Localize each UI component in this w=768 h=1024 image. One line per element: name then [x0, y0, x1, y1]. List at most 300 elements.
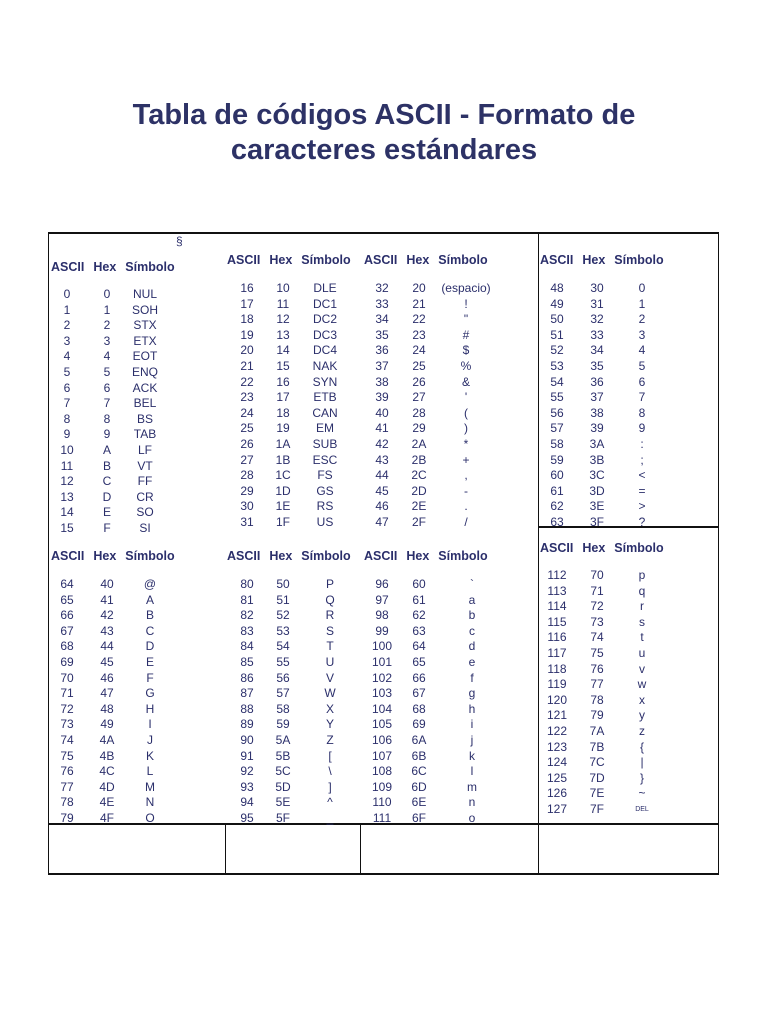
header-symbol: Símbolo: [438, 549, 488, 563]
cell-ascii: 90: [240, 732, 254, 747]
cell-symbol: L: [146, 764, 154, 779]
cell-hex: 5B: [275, 748, 291, 763]
cell-symbol: q: [638, 583, 646, 598]
block-3-symbol-column: [436, 281, 496, 531]
cell-symbol: DC1: [312, 296, 337, 311]
header-hex: Hex: [406, 253, 430, 267]
cell-hex: 33: [590, 327, 604, 342]
cell-symbol: LF: [137, 442, 152, 457]
cell-ascii: 34: [375, 312, 389, 327]
cell-symbol: 5: [638, 358, 646, 373]
cell-hex: 4D: [99, 779, 115, 794]
cell-ascii: 122: [546, 723, 568, 738]
cell-symbol: J: [147, 732, 153, 747]
cell-hex: B: [102, 458, 111, 473]
block-2-header: [227, 253, 351, 267]
cell-hex: 78: [590, 692, 604, 707]
cell-symbol: DC2: [312, 312, 337, 327]
cell-ascii: 61: [550, 483, 564, 498]
cell-hex: 57: [276, 686, 290, 701]
cell-symbol: !: [464, 296, 468, 311]
cell-hex: 47: [100, 686, 114, 701]
cell-symbol: l: [470, 764, 474, 779]
cell-symbol: -: [464, 483, 468, 498]
cell-ascii: 115: [547, 614, 567, 629]
block-2-ascii-column: [230, 281, 264, 531]
cell-hex: 3: [103, 333, 111, 348]
cell-symbol: B: [145, 608, 154, 623]
header-ascii: ASCII: [51, 549, 85, 563]
cell-hex: 2E: [411, 499, 427, 514]
cell-ascii: 106: [371, 732, 393, 747]
block-7-header: [364, 549, 488, 563]
table-divider-2: [360, 823, 361, 875]
header-symbol: Símbolo: [125, 260, 175, 274]
cell-hex: 4A: [99, 732, 115, 747]
cell-hex: 4E: [99, 795, 115, 810]
cell-hex: 6F: [411, 810, 426, 825]
cell-ascii: 83: [240, 623, 254, 638]
cell-ascii: 31: [240, 514, 254, 529]
cell-hex: 5C: [275, 764, 291, 779]
cell-hex: 1B: [275, 452, 291, 467]
cell-ascii: 36: [375, 343, 389, 358]
header-ascii: ASCII: [540, 541, 574, 555]
cell-ascii: 117: [547, 645, 567, 660]
cell-symbol: u: [638, 645, 646, 660]
cell-ascii: 2: [63, 318, 71, 333]
page-title: [0, 98, 768, 168]
cell-symbol: m: [467, 779, 477, 794]
cell-ascii: 127: [546, 801, 568, 816]
cell-hex: 1E: [275, 499, 291, 514]
cell-symbol: 9: [638, 421, 646, 436]
cell-hex: 39: [590, 421, 604, 436]
block-7-ascii-column: [365, 577, 399, 827]
cell-symbol: n: [468, 795, 476, 810]
cell-hex: 2: [103, 318, 111, 333]
cell-symbol: O: [145, 810, 155, 825]
cell-hex: 75: [590, 645, 604, 660]
cell-hex: 11: [276, 296, 290, 311]
header-hex: Hex: [93, 260, 117, 274]
cell-ascii: 6: [63, 380, 71, 395]
cell-symbol: A: [145, 592, 154, 607]
cell-hex: 1F: [275, 514, 290, 529]
cell-ascii: 89: [240, 717, 254, 732]
header-hex: Hex: [406, 549, 430, 563]
cell-symbol: VT: [137, 458, 153, 473]
cell-ascii: 78: [60, 795, 74, 810]
cell-ascii: 101: [371, 654, 393, 669]
cell-symbol: K: [145, 748, 154, 763]
cell-ascii: 49: [550, 296, 564, 311]
cell-hex: 26: [412, 374, 426, 389]
cell-hex: 19: [276, 421, 290, 436]
cell-hex: 6: [103, 380, 111, 395]
cell-hex: 52: [276, 608, 290, 623]
cell-hex: 3F: [589, 514, 604, 529]
cell-ascii: 100: [371, 639, 393, 654]
cell-ascii: 102: [371, 670, 393, 685]
cell-ascii: 82: [240, 608, 254, 623]
cell-hex: 44: [100, 639, 114, 654]
cell-hex: 38: [590, 405, 604, 420]
cell-symbol: M: [145, 779, 155, 794]
cell-hex: 35: [590, 358, 604, 373]
header-ascii: ASCII: [227, 253, 261, 267]
cell-symbol: CR: [136, 489, 154, 504]
cell-symbol: US: [316, 514, 334, 529]
cell-ascii: 114: [547, 599, 567, 614]
block-6-hex-column: [270, 577, 296, 827]
cell-ascii: 37: [375, 358, 389, 373]
cell-hex: 67: [412, 686, 426, 701]
cell-hex: 50: [276, 577, 290, 591]
cell-hex: 29: [412, 421, 426, 436]
cell-ascii: 91: [240, 748, 254, 763]
header-ascii: ASCII: [227, 549, 261, 563]
block-4-header: [540, 253, 664, 267]
cell-symbol: T: [326, 639, 334, 654]
cell-symbol: EM: [316, 421, 334, 436]
cell-hex: 5: [103, 364, 111, 379]
cell-hex: 49: [100, 717, 114, 732]
cell-ascii: 26: [240, 436, 254, 451]
cell-symbol: Q: [325, 592, 335, 607]
cell-symbol: NUL: [132, 287, 157, 301]
cell-ascii: 52: [550, 343, 564, 358]
cell-hex: 40: [100, 577, 114, 591]
cell-ascii: 87: [240, 686, 254, 701]
cell-symbol: DLE: [313, 281, 337, 295]
cell-symbol: @: [143, 577, 157, 591]
cell-ascii: 35: [375, 327, 389, 342]
cell-symbol: NAK: [312, 358, 338, 373]
cell-ascii: 70: [60, 670, 74, 685]
cell-symbol: j: [470, 732, 474, 747]
cell-ascii: 105: [371, 717, 393, 732]
cell-hex: 3D: [589, 483, 605, 498]
cell-ascii: 85: [240, 654, 254, 669]
cell-ascii: 84: [240, 639, 254, 654]
cell-ascii: 12: [60, 474, 74, 489]
cell-hex: 62: [412, 608, 426, 623]
cell-ascii: 99: [375, 623, 389, 638]
cell-symbol: Y: [325, 717, 334, 732]
cell-symbol: C: [145, 623, 155, 638]
cell-hex: 5E: [275, 795, 291, 810]
cell-symbol: ^: [327, 795, 333, 810]
cell-symbol: ': [464, 390, 468, 405]
cell-ascii: 53: [550, 358, 564, 373]
cell-symbol: ~: [638, 786, 646, 801]
cell-hex: 42: [100, 608, 114, 623]
cell-symbol: i: [470, 717, 474, 732]
block-8-header: [540, 541, 664, 555]
cell-hex: 74: [590, 630, 604, 645]
cell-hex: 12: [276, 312, 290, 327]
cell-ascii: 104: [371, 701, 393, 716]
cell-ascii: 5: [63, 364, 71, 379]
cell-ascii: 18: [240, 312, 254, 327]
block-8-hex-column: [584, 568, 610, 818]
block-7-hex-column: [406, 577, 432, 827]
block-3-header: [364, 253, 488, 267]
block-6-ascii-column: [230, 577, 264, 827]
cell-hex: 71: [590, 583, 604, 598]
cell-hex: 23: [412, 327, 426, 342]
cell-hex: C: [102, 474, 112, 489]
block-3-ascii-column: [365, 281, 399, 531]
cell-symbol: 0: [638, 281, 646, 295]
cell-ascii: 96: [375, 577, 389, 591]
cell-hex: 7F: [589, 801, 604, 816]
cell-symbol: b: [468, 608, 476, 623]
cell-hex: 63: [412, 623, 426, 638]
cell-hex: 28: [412, 405, 426, 420]
cell-ascii: 48: [550, 281, 564, 295]
cell-symbol: DC3: [312, 327, 337, 342]
cell-symbol: N: [145, 795, 155, 810]
header-symbol: Símbolo: [301, 549, 351, 563]
cell-ascii: 108: [371, 764, 393, 779]
cell-symbol: 1: [638, 296, 646, 311]
cell-symbol: G: [145, 686, 155, 701]
cell-hex: 10: [276, 281, 290, 295]
cell-ascii: 51: [550, 327, 564, 342]
cell-symbol: r: [640, 599, 644, 614]
cell-hex: 54: [276, 639, 290, 654]
block-1-ascii-column: [50, 287, 84, 537]
cell-hex: 6C: [411, 764, 427, 779]
cell-hex: 59: [276, 717, 290, 732]
page-title-line-1: Tabla de códigos ASCII - Formato de: [132, 99, 636, 131]
cell-hex: E: [102, 505, 111, 520]
cell-symbol: V: [325, 670, 334, 685]
cell-ascii: 54: [550, 374, 564, 389]
cell-hex: 4B: [99, 748, 115, 763]
cell-symbol: {: [639, 739, 644, 754]
cell-ascii: 19: [240, 327, 254, 342]
cell-hex: 48: [100, 701, 114, 716]
cell-hex: 51: [276, 592, 290, 607]
cell-ascii: 56: [550, 405, 564, 420]
cell-hex: A: [102, 442, 111, 457]
cell-symbol: v: [639, 661, 645, 676]
cell-ascii: 42: [375, 436, 389, 451]
cell-symbol: `: [470, 577, 474, 591]
cell-symbol: H: [145, 701, 155, 716]
cell-ascii: 9: [63, 427, 71, 442]
cell-hex: 6A: [411, 732, 427, 747]
cell-ascii: 43: [375, 452, 389, 467]
cell-hex: 72: [590, 599, 604, 614]
table-right-border: [718, 232, 719, 875]
cell-symbol: ENQ: [131, 364, 158, 379]
header-hex: Hex: [269, 549, 293, 563]
cell-symbol: &: [461, 374, 470, 389]
cell-ascii: 14: [60, 505, 74, 520]
cell-ascii: 21: [240, 358, 254, 373]
cell-ascii: 64: [60, 577, 74, 591]
cell-symbol: *: [463, 436, 469, 451]
cell-ascii: 33: [375, 296, 389, 311]
cell-symbol: =: [638, 483, 646, 498]
cell-ascii: 112: [547, 568, 567, 582]
cell-symbol: %: [460, 358, 472, 373]
cell-hex: 70: [590, 568, 604, 582]
cell-ascii: 15: [60, 520, 74, 535]
cell-hex: 14: [276, 343, 290, 358]
header-hex: Hex: [582, 541, 606, 555]
cell-ascii: 66: [60, 608, 74, 623]
page-title-line-2: caracteres estándares: [230, 134, 538, 166]
block-1-header: [51, 260, 175, 274]
cell-symbol: S: [325, 623, 334, 638]
cell-ascii: 59: [550, 452, 564, 467]
cell-ascii: 44: [375, 468, 389, 483]
cell-hex: 2C: [411, 468, 427, 483]
cell-ascii: 17: [240, 296, 254, 311]
cell-hex: 1A: [275, 436, 291, 451]
cell-ascii: 29: [240, 483, 254, 498]
block-4-hex-column: [584, 281, 610, 531]
cell-hex: 58: [276, 701, 290, 716]
cell-ascii: 30: [240, 499, 254, 514]
block-6-symbol-column: [308, 577, 352, 827]
cell-ascii: 97: [375, 592, 389, 607]
cell-symbol: FS: [317, 468, 333, 483]
block-3-hex-column: [406, 281, 432, 531]
cell-symbol: |: [640, 755, 644, 770]
cell-ascii: 20: [240, 343, 254, 358]
cell-hex: 2B: [411, 452, 427, 467]
cell-hex: 7: [103, 396, 111, 411]
cell-ascii: 7: [63, 396, 71, 411]
cell-symbol: X: [325, 701, 334, 716]
cell-hex: D: [102, 489, 112, 504]
cell-hex: 31: [590, 296, 604, 311]
cell-hex: 37: [590, 390, 604, 405]
cell-ascii: 60: [550, 468, 564, 483]
cell-symbol: +: [462, 452, 470, 467]
cell-symbol: ": [463, 312, 469, 327]
header-symbol: Símbolo: [438, 253, 488, 267]
cell-ascii: 121: [546, 708, 568, 723]
cell-ascii: 50: [550, 312, 564, 327]
header-hex: Hex: [93, 549, 117, 563]
cell-ascii: 28: [240, 468, 254, 483]
cell-ascii: 120: [546, 692, 568, 707]
cell-symbol: z: [639, 723, 645, 738]
cell-hex: 7E: [589, 786, 605, 801]
cell-hex: 6E: [411, 795, 427, 810]
cell-hex: 65: [412, 654, 426, 669]
cell-hex: 53: [276, 623, 290, 638]
header-ascii: ASCII: [364, 253, 398, 267]
cell-symbol: SI: [139, 520, 151, 535]
cell-hex: 17: [276, 390, 290, 405]
cell-ascii: 80: [240, 577, 254, 591]
cell-hex: 32: [590, 312, 604, 327]
cell-symbol: F: [146, 670, 154, 685]
cell-hex: 16: [276, 374, 290, 389]
block-4-ascii-column: [540, 281, 574, 531]
cell-hex: 4: [103, 349, 111, 364]
cell-symbol: }: [639, 770, 644, 785]
cell-hex: 13: [276, 327, 290, 342]
cell-ascii: 8: [63, 411, 71, 426]
cell-ascii: 16: [240, 281, 254, 295]
cell-ascii: 86: [240, 670, 254, 685]
cell-ascii: 92: [240, 764, 254, 779]
cell-symbol: k: [469, 748, 475, 763]
cell-hex: 30: [590, 281, 604, 295]
cell-hex: 7D: [589, 770, 605, 785]
cell-ascii: 95: [240, 810, 254, 825]
cell-ascii: 110: [372, 795, 392, 810]
cell-hex: 3E: [589, 499, 605, 514]
cell-hex: 0: [103, 287, 111, 301]
cell-hex: 6D: [411, 779, 427, 794]
cell-symbol: ETX: [133, 333, 157, 348]
cell-symbol: x: [639, 692, 645, 707]
cell-hex: 7B: [589, 739, 605, 754]
cell-symbol: f: [470, 670, 474, 685]
header-ascii: ASCII: [364, 549, 398, 563]
cell-hex: 9: [103, 427, 111, 442]
cell-hex: 76: [590, 661, 604, 676]
cell-ascii: 57: [550, 421, 564, 436]
cell-ascii: 81: [240, 592, 254, 607]
cell-hex: 25: [412, 358, 426, 373]
cell-symbol: 7: [638, 390, 646, 405]
cell-ascii: 47: [375, 514, 389, 529]
cell-symbol: \: [328, 764, 332, 779]
cell-hex: 4C: [99, 764, 115, 779]
table-top-border: [48, 232, 719, 234]
cell-symbol: ;: [640, 452, 644, 467]
cell-hex: 60: [412, 577, 426, 591]
block-4-symbol-column: [620, 281, 664, 531]
header-symbol: Símbolo: [614, 253, 664, 267]
cell-symbol: ACK: [132, 380, 158, 395]
cell-hex: 36: [590, 374, 604, 389]
cell-hex: 64: [412, 639, 426, 654]
cell-ascii: 107: [371, 748, 393, 763]
cell-symbol: .: [464, 499, 468, 514]
table-divider-1: [225, 823, 226, 875]
cell-symbol: D: [145, 639, 155, 654]
cell-symbol: 6: [638, 374, 646, 389]
cell-ascii: 23: [240, 390, 254, 405]
cell-symbol: h: [468, 701, 476, 716]
cell-hex: 69: [412, 717, 426, 732]
cell-ascii: 98: [375, 608, 389, 623]
cell-hex: 21: [412, 296, 426, 311]
cell-symbol: <: [638, 468, 646, 483]
cell-symbol: SOH: [131, 302, 158, 317]
cell-hex: 4F: [99, 810, 114, 825]
cell-ascii: 72: [60, 701, 74, 716]
cell-symbol: BEL: [133, 396, 157, 411]
cell-hex: 7C: [589, 755, 605, 770]
cell-hex: 66: [412, 670, 426, 685]
cell-ascii: 113: [547, 583, 567, 598]
cell-ascii: 103: [371, 686, 393, 701]
cell-ascii: 94: [240, 795, 254, 810]
